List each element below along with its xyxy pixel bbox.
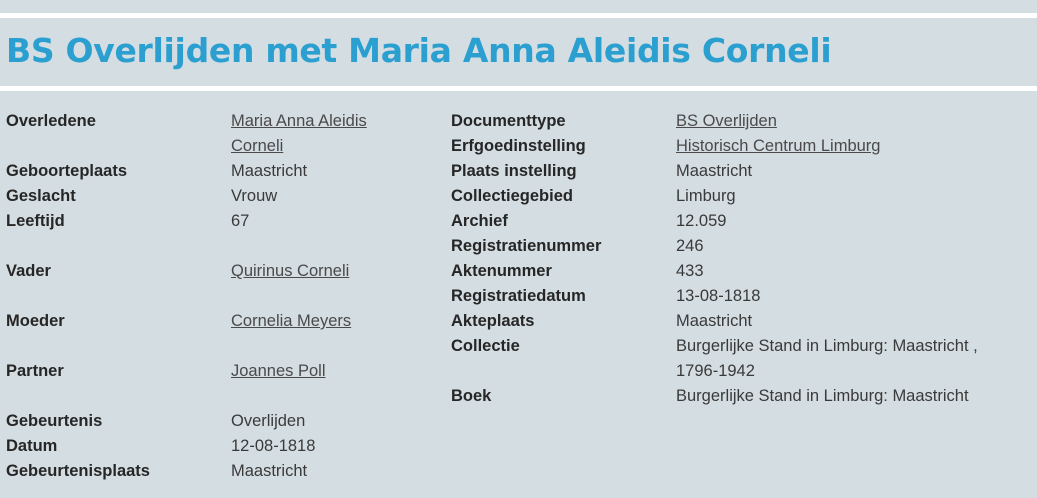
spacer [6,384,381,409]
row-gebeurtenisplaats [6,459,381,484]
plaats-instelling-label: Plaats instelling [451,162,577,180]
row-geboorteplaats [6,159,381,184]
geslacht-label: Geslacht [6,187,76,205]
documenttype-link[interactable]: BS Overlijden [676,112,777,130]
documenttype-label: Documenttype [451,112,566,130]
aktenummer-value: 433 [676,262,704,280]
row-aktenummer [451,259,1016,284]
boek-value: Burgerlijke Stand in Limburg: Maastricht [676,387,969,405]
collectie-label: Collectie [451,337,520,355]
row-akteplaats [451,309,1016,334]
gebeurtenisplaats-label: Gebeurtenisplaats [6,462,150,480]
page-title: BS Overlijden met Maria Anna Aleidis Corneli [6,31,832,70]
row-plaats-instelling [451,159,1016,184]
plaats-instelling-value: Maastricht [676,162,753,180]
geboorteplaats-label: Geboorteplaats [6,162,128,180]
leeftijd-label: Leeftijd [6,212,65,230]
overledene-link[interactable]: Maria Anna Aleidis Corneli [231,112,367,155]
title-divider [0,86,1037,91]
partner-label: Partner [6,362,64,380]
registratiedatum-value: 13-08-1818 [676,287,761,305]
registratiedatum-label: Registratiedatum [451,287,586,305]
row-archief [451,209,1016,234]
row-datum [6,434,381,459]
spacer [6,234,381,259]
row-collectiegebied [451,184,1016,209]
row-collectie [451,334,1016,384]
leeftijd-value: 67 [231,212,250,230]
datum-label: Datum [6,437,58,455]
row-leeftijd [6,209,381,234]
collectiegebied-value: Limburg [676,187,736,205]
row-erfgoedinstelling [451,134,1016,159]
document-details [451,109,1016,409]
boek-label: Boek [451,387,492,405]
geslacht-value: Vrouw [231,187,278,205]
erfgoedinstelling-link[interactable]: Historisch Centrum Limburg [676,137,881,155]
collectiegebied-label: Collectiegebied [451,187,573,205]
registratienummer-value: 246 [676,237,704,255]
row-partner [6,359,381,384]
person-details [6,109,381,484]
spacer [6,284,381,309]
archief-value: 12.059 [676,212,727,230]
moeder-label: Moeder [6,312,65,330]
gebeurtenisplaats-value: Maastricht [231,462,308,480]
vader-link[interactable]: Quirinus Corneli [231,262,350,280]
vader-label: Vader [6,262,51,280]
row-moeder [6,309,381,334]
row-boek [451,384,1016,409]
row-gebeurtenis [6,409,381,434]
row-registratienummer [451,234,1016,259]
row-overledene [6,109,381,159]
collectie-value: Burgerlijke Stand in Limburg: Maastricht , 1796-1942 [676,337,978,380]
row-geslacht [6,184,381,209]
spacer [6,334,381,359]
gebeurtenis-label: Gebeurtenis [6,412,103,430]
akteplaats-label: Akteplaats [451,312,535,330]
row-vader [6,259,381,284]
akteplaats-value: Maastricht [676,312,753,330]
aktenummer-label: Aktenummer [451,262,552,280]
row-documenttype [451,109,1016,134]
moeder-link[interactable]: Cornelia Meyers [231,312,352,330]
geboorteplaats-value: Maastricht [231,162,308,180]
partner-link[interactable]: Joannes Poll [231,362,326,380]
archief-label: Archief [451,212,508,230]
top-divider [0,13,1037,18]
overledene-label: Overledene [6,112,96,130]
erfgoedinstelling-label: Erfgoedinstelling [451,137,586,155]
row-registratiedatum [451,284,1016,309]
registratienummer-label: Registratienummer [451,237,602,255]
datum-value: 12-08-1818 [231,437,316,455]
gebeurtenis-value: Overlijden [231,412,306,430]
